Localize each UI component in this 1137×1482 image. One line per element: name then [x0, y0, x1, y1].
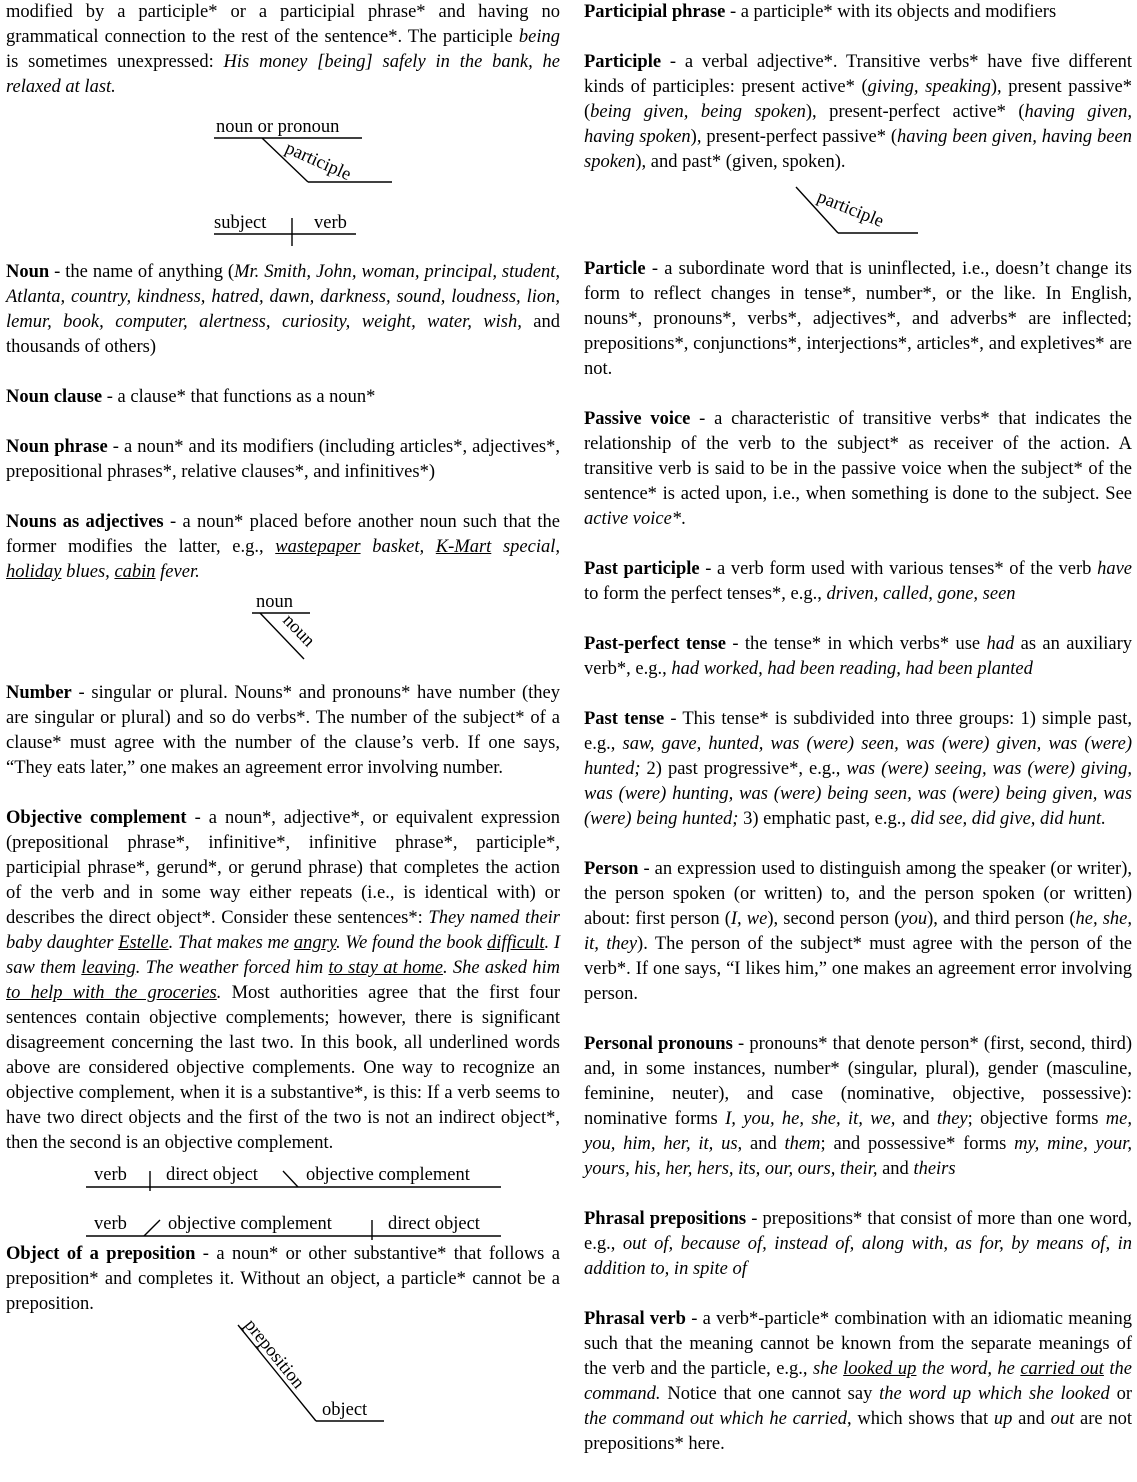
- entry-noun-clause: Noun clause - a clause* that functions as a noun*: [6, 387, 376, 407]
- nouns-as-adjectives-diagram: [6, 585, 560, 665]
- absolute-phrase-diagram: [6, 100, 560, 260]
- term-phrasal-prepositions: Phrasal prepositions: [584, 1209, 747, 1229]
- diagram-label-participle: participle: [281, 138, 354, 185]
- term-participial-phrase: Participial phrase: [584, 2, 726, 22]
- participle-diagram: [584, 175, 1132, 247]
- diagram2-label-direct-object: direct object: [388, 1214, 480, 1234]
- entry-particle: Particle - a subordinate word that is uninflected, i.e., doesn’t change its form to reflect changes in tense*, number*, or the like. In English, nouns*, pronouns*, verbs*, adjectives*, and adverbs* are inflected; prepositions*, conjunctions*, interjections*, articles*, and expletives* are not.: [584, 259, 1132, 379]
- diagram-label-noun-or-pronoun: noun or pronoun: [216, 117, 340, 137]
- term-past-tense: Past tense: [584, 709, 665, 729]
- entry-past-perfect-tense: Past-perfect tense - the tense* in which verbs* use had as an auxiliary verb*, e.g., had worked, had been reading, had been planted: [584, 634, 1132, 679]
- term-phrasal-verb: Phrasal verb: [584, 1309, 686, 1329]
- diagram2-label-verb: verb: [94, 1214, 127, 1234]
- entry-phrasal-verb: Phrasal verb - a verb*-particle* combination with an idiomatic meaning such that the meaning cannot be known from the separate meanings of the verb and the particle, e.g., she looked up the word, he carried out the command. Notice that one cannot say the word up which she looked or the command out which he carried, which shows that up and out are not prepositions* here.: [584, 1309, 1133, 1454]
- entry-noun: Noun - the name of anything (Mr. Smith, John, woman, principal, student, Atlanta, country, kindness, hatred, dawn, darkness, sound, loudness, lion, lemur, book, computer, alertness, curiosity, weight, water, wish, and thousands of others): [6, 262, 560, 357]
- term-number: Number: [6, 683, 72, 703]
- diagram-label-subject: subject: [214, 213, 267, 233]
- diagram2-label-objective-complement: objective complement: [168, 1214, 332, 1234]
- term-participle: Participle: [584, 52, 662, 72]
- term-noun-phrase: Noun phrase: [6, 437, 108, 457]
- term-object-of-a-preposition: Object of a preposition: [6, 1244, 196, 1264]
- entry-nouns-as-adjectives: Nouns as adjectives - a noun* placed before another noun such that the former modifies the latter, e.g., wastepaper basket, K-Mart special, holiday blues, cabin fever.: [6, 512, 560, 582]
- entry-past-tense: Past tense - This tense* is subdivided into three groups: 1) simple past, e.g., saw, gave, hunted, was (were) seen, was (were) given, was (were) hunted; 2) past progressive*, e.g., was (were) seeing, was (were) giving, was (were) hunting, was (were) being seen, was (were) being given, was (were) being hunted; 3) emphatic past, e.g., did see, did give, did hunt.: [584, 709, 1132, 829]
- diagram1-label-direct-object: direct object: [166, 1165, 258, 1185]
- term-passive-voice: Passive voice: [584, 409, 691, 429]
- term-noun-clause: Noun clause: [6, 387, 103, 407]
- diagram1-label-verb: verb: [94, 1165, 127, 1185]
- entry-participle: Participle - a verbal adjective*. Transitive verbs* have five different kinds of participles: present active* (giving, speaking), present passive* (being given, being spoken), present-perfect active* (having given, having spoken), present-perfect passive* (having been given, having been spoken), and past* (given, spoken).: [584, 52, 1132, 172]
- term-personal-pronouns: Personal pronouns: [584, 1034, 733, 1054]
- right-column: [584, 0, 1132, 1457]
- entry-person: Person - an expression used to distinguish among the speaker (or writer), the person spoken (or written) to, and the person spoken (or written) about: first person (I, we), second person (you), and third person (he, she, it, they). The person of the subject* must agree with the person of the verb*. If one says, “I likes him,” one makes an agreement error involving person.: [584, 859, 1133, 1004]
- diagram-label-noun-slant: noun: [278, 610, 319, 652]
- left-column: [6, 0, 560, 1427]
- entry-participial-phrase: Participial phrase - a participle* with its objects and modifiers: [584, 2, 1057, 22]
- diagram-label-noun-top: noun: [256, 592, 293, 612]
- term-particle: Particle: [584, 259, 646, 279]
- diagram1-label-objective-complement: objective complement: [306, 1165, 470, 1185]
- objective-complement-diagrams: [6, 1156, 560, 1238]
- term-person: Person: [584, 859, 639, 879]
- entry-object-of-a-preposition: Object of a preposition - a noun* or other substantive* that follows a preposition* and completes it. Without an object, a particle* cannot be a preposition.: [6, 1244, 560, 1314]
- entry-number: Number - singular or plural. Nouns* and pronouns* have number (they are singular or plural) and so do verbs*. The number of the subject* of a clause* must agree with the number of the clause’s verb. If one says, “They eats later,” one makes an agreement error involving number.: [6, 683, 560, 778]
- entry-objective-complement: Objective complement - a noun*, adjective*, or equivalent expression (prepositional phrase*, infinitive*, infinitive phrase*, participle*, participial phrase*, gerund*, or gerund phrase) that completes the action of the verb and in some way either repeats (i.e., is identical with) or describes the direct object*. Consider these sentences*: They named their baby daughter Estelle. That makes me angry. We found the book difficult. I saw them leaving. The weather forced him to stay at home. She asked him to help with the groceries. Most authorities agree that the first four sentences contain objective complements; however, there is significant disagreement concerning the last two. In this book, all underlined words above are considered objective complements. One way to recognize an objective complement, when it is a substantive*, is this: If a verb seems to have two direct objects and the first of the two is not an indirect object*, then the second is an objective complement.: [6, 808, 561, 1153]
- diagram-label-verb: verb: [314, 213, 347, 233]
- entry-passive-voice: Passive voice - a characteristic of transitive verbs* that indicates the relationship of the verb to the subject* as receiver of the action. A transitive verb is said to be in the passive voice when the subject* of the sentence* is acted upon, i.e., when something is done to the subject. See active voice*.: [584, 409, 1132, 529]
- term-past-participle: Past participle: [584, 559, 700, 579]
- term-noun: Noun: [6, 262, 50, 282]
- entry-past-participle: Past participle - a verb form used with various tenses* of the verb have to form the perfect tenses*, e.g., driven, called, gone, seen: [584, 559, 1133, 604]
- object-of-preposition-diagram: [6, 1317, 560, 1427]
- diagram-label-participle-right: participle: [814, 187, 887, 232]
- term-nouns-as-adjectives: Nouns as adjectives: [6, 512, 164, 532]
- diagram-label-object: object: [322, 1400, 368, 1420]
- term-past-perfect-tense: Past-perfect tense: [584, 634, 726, 654]
- entry-phrasal-prepositions: Phrasal prepositions - prepositions* that consist of more than one word, e.g., out of, because of, instead of, along with, as for, by means of, in addition to, in spite of: [584, 1209, 1133, 1279]
- entry-absolute-phrase-continued: modified by a participle* or a participial phrase* and having no grammatical connection to the rest of the sentence*. The participle being is sometimes unexpressed: His money [being] safely in the bank, he relaxed at last.: [6, 2, 561, 97]
- entry-personal-pronouns: Personal pronouns - pronouns* that denote person* (first, second, third) and, in some instances, number* (singular, plural), gender (masculine, feminine, neuter), and case (nominative, objective, possessive): nominative forms I, you, he, she, it, we, and they; objective forms me, you, him, her, it, us, and them; and possessive* forms my, mine, your, yours, his, her, hers, its, our, ours, their, and theirs: [584, 1034, 1132, 1179]
- term-objective-complement: Objective complement: [6, 808, 187, 828]
- entry-noun-phrase: Noun phrase - a noun* and its modifiers (including articles*, adjectives*, prepositional phrases*, relative clauses*, and infinitives*): [6, 437, 560, 482]
- diagram-label-preposition: preposition: [240, 1315, 309, 1393]
